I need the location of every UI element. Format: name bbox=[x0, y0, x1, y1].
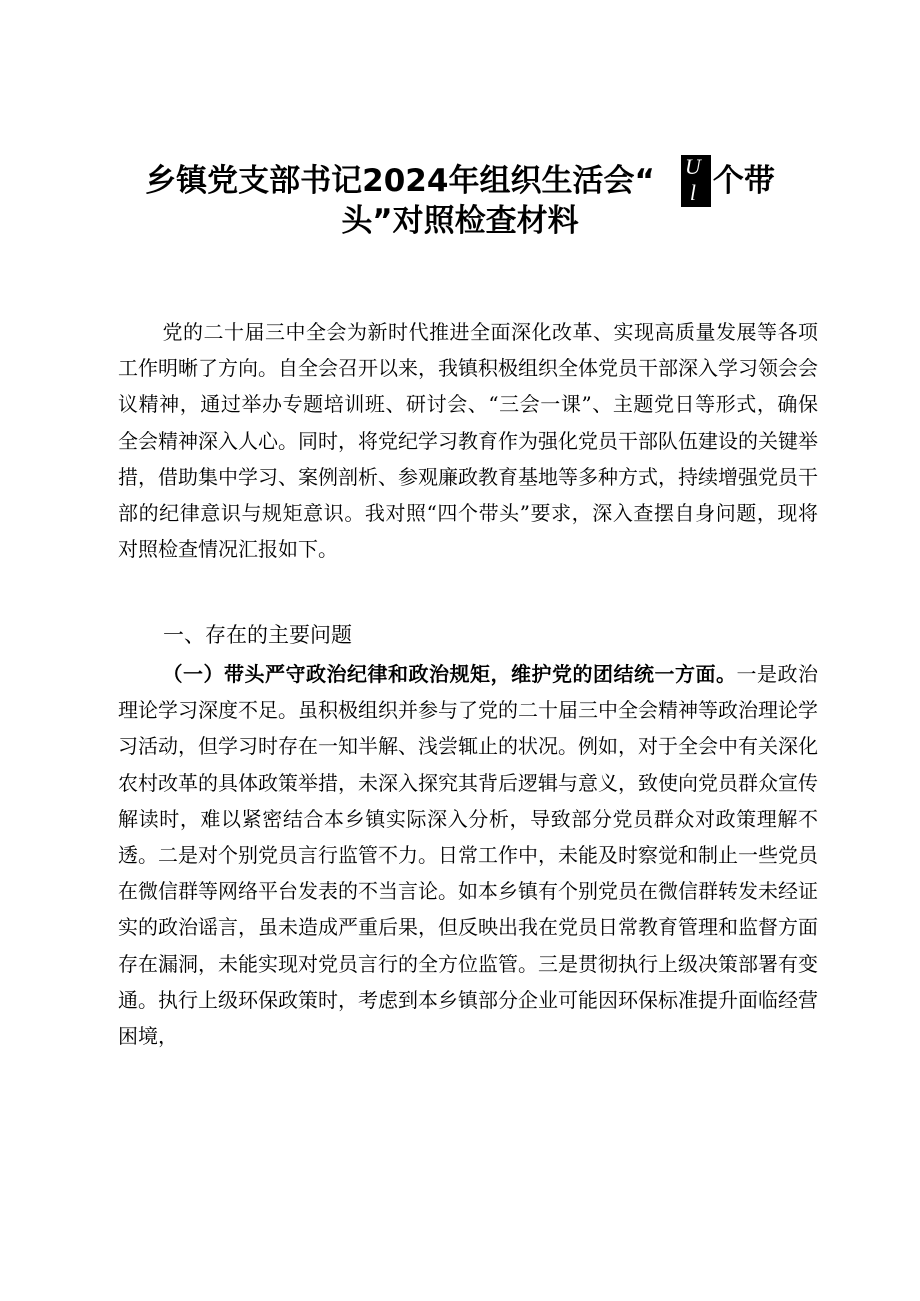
problems-paragraph bbox=[118, 656, 818, 1054]
redaction-glyph-top: U bbox=[684, 154, 701, 179]
subsection-heading: （一）带头严守政治纪律和政治规矩，维护党的团结统一方面。 bbox=[162, 662, 737, 686]
title-text-part-1: 乡镇党支部书记2024年组织生活会“ bbox=[145, 163, 655, 199]
intro-paragraph bbox=[118, 314, 818, 567]
intro-paragraph-text: 党的二十届三中全会为新时代推进全面深化改革、实现高质量发展等各项工作明晰了方向。自全会召开以来，我镇积极组织全体党员干部深入学习领会会议精神，通过举办专题培训班、研讨会、“三会一课”、主题党日等形式，确保全会精神深入人心。同时，将党纪学习教育作为强化党员干部队伍建设的关键举措，借助集中学习、案例剖析、参观廉政教育基地等多种方式，持续增强党员干部的纪律意识与规矩意识。我对照“四个带头”要求，深入查摆自身问题，现将对照检查情况汇报如下。 bbox=[118, 320, 818, 562]
redaction-glyph-bottom: l bbox=[689, 180, 696, 205]
problems-paragraph-text: 一是政治理论学习深度不足。虽积极组织并参与了党的二十届三中全会精神等政治理论学习活动，但学习时存在一知半解、浅尝辄止的状况。例如，对于全会中有关深化农村改革的具体政策举措，未深入探究其背后逻辑与意义，致使向党员群众宣传解读时，难以紧密结合本乡镇实际深入分析，导致部分党员群众对政策理解不透。二是对个别党员言行监管不力。日常工作中，未能及时察觉和制止一些党员在微信群等网络平台发表的不当言论。如本乡镇有个别党员在微信群转发未经证实的政治谣言，虽未造成严重后果，但反映出我在党员日常教育管理和监督方面存在漏洞，未能实现对党员言行的全方位监管。三是贯彻执行上级决策部署有变通。执行上级环保政策时，考虑到本乡镇部分企业可能因环保标准提升面临经营困境， bbox=[118, 662, 818, 1049]
document-title-line-2: 头”对照检查材料 bbox=[341, 203, 579, 239]
title-text-part-2: 个带 bbox=[712, 163, 775, 199]
section-heading: 一、存在的主要问题 bbox=[163, 623, 352, 647]
